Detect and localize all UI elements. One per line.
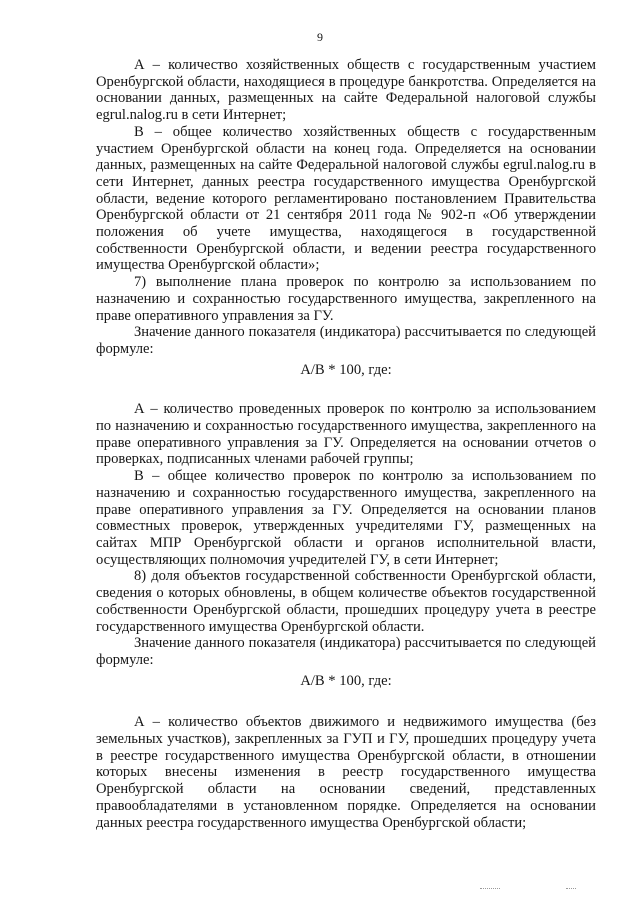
formula-7: А/В * 100, где:	[300, 361, 392, 378]
paragraph-formula-intro-7: Значение данного показателя (индикатора) рассчитывается по следующей формуле:	[96, 324, 596, 357]
page-number: 9	[317, 30, 323, 44]
paragraph-b-total-inspections: В – общее количество проверок по контролю за использованием по назначению и сохранностью государственного имущества, закрепленного на праве оперативного управления за ГУ. Определяется на основании планов совместных проверок, утвержденных учредителями ГУ, размещенных на сайтах МПР Оренбургской области и органов исполнительной власти, осуществляющих полномочия учредителей ГУ, в сети Интернет;	[96, 468, 596, 568]
document-body	[96, 57, 596, 831]
paragraph-formula-intro-8: Значение данного показателя (индикатора) рассчитывается по следующей формуле:	[96, 635, 596, 668]
paragraph-a-updated-objects: А – количество объектов движимого и недвижимого имущества (без земельных участков), закрепленных за ГУП и ГУ, прошедших процедуру учета в реестре государственного имущества Оренбургской области, в отношении которых внесены изменения в реестр государственного имущества Оренбургской области на основании сведений, представленных правообладателями в установленном порядке. Определяется на основании данных реестра государственного имущества Оренбургской области;	[96, 714, 596, 831]
paragraph-b-total-companies: В – общее количество хозяйственных обществ с государственным участием Оренбургской области на конец года. Определяется на основании данных, размещенных на сайте Федеральной налоговой службы egrul.nalog.ru в сети Интернет, данных реестра государственного имущества Оренбургской области, ведение которого регламентировано постановлением Правительства Оренбургской области от 21 сентября 2011 года № 902-п «Об утверждении положения об учете имущества, находящегося в государственной собственности Оренбургской области, и ведении реестра государственного имущества Оренбургской области»;	[96, 123, 596, 274]
scan-artifact-mark	[566, 888, 576, 891]
formula-8: А/В * 100, где:	[300, 672, 392, 689]
paragraph-item-7: 7) выполнение плана проверок по контролю за использованием по назначению и сохранностью государственного имущества, закрепленного на праве оперативного управления за ГУ.	[96, 274, 596, 324]
scan-artifact-mark	[480, 888, 500, 891]
paragraph-a-inspections: А – количество проведенных проверок по контролю за использованием по назначению и сохранностью государственного имущества, закрепленного на праве оперативного управления за ГУ. Определяется на основании отчетов о проверках, подписанных членами рабочей группы;	[96, 401, 596, 468]
paragraph-item-8: 8) доля объектов государственной собственности Оренбургской области, сведения о которых обновлены, в общем количестве объектов государственной собственности Оренбургской области, прошедших процедуру учета в реестре государственного имущества Оренбургской области.	[96, 568, 596, 635]
paragraph-a-bankruptcy: А – количество хозяйственных обществ с государственным участием Оренбургской области, находящиеся в процедуре банкротства. Определяется на основании данных, размещенных на сайте Федеральной налоговой службы egrul.nalog.ru в сети Интернет;	[96, 57, 596, 124]
